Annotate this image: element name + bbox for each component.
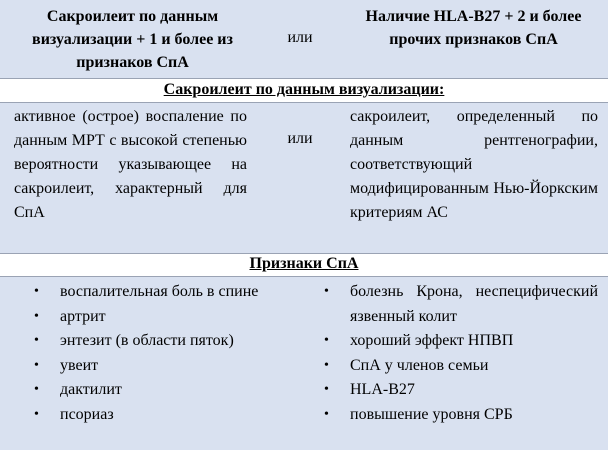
list-item — [34, 403, 294, 428]
sign-label: воспалительная боль в спине — [60, 283, 259, 300]
sign-label: увеит — [60, 356, 99, 374]
bullet-icon: • — [34, 284, 39, 299]
imaging-right-cell: сакроилеит, определенный по данным рентгенографии, соответствующий модифицированным Нью-Йоркским критериям АС — [350, 108, 598, 221]
header-right-cell: Наличие HLA-B27 + 2 и более прочих признаков СпА — [365, 8, 582, 48]
list-item — [324, 280, 598, 329]
list-item — [34, 305, 294, 330]
header-or-label: или — [287, 29, 313, 46]
imaging-section-title: Сакроилеит по данным визуализации: — [163, 81, 445, 98]
sign-label: СпА у членов семьи — [350, 356, 489, 374]
sign-label: артрит — [60, 307, 106, 325]
bullet-icon: • — [34, 382, 39, 397]
signs-section-title: Признаки СпА — [249, 255, 359, 272]
imaging-left-cell: активное (острое) воспаление по данным МРТ с высокой степенью вероятности указывающее на сакроилеит, характерный для СпА — [14, 108, 247, 221]
list-item — [34, 280, 294, 305]
list-item — [34, 378, 294, 403]
list-item — [324, 403, 598, 428]
sign-label: HLA-B27 — [350, 381, 415, 398]
sign-label: хороший эффект НПВП — [350, 332, 514, 349]
bullet-icon: • — [324, 382, 329, 397]
imaging-or-label: или — [287, 130, 313, 147]
list-item — [34, 354, 294, 379]
bullet-icon: • — [34, 308, 39, 324]
bullet-icon: • — [324, 284, 329, 299]
header-left-cell: Сакроилеит по данным визуализации + 1 и более из признаков СпА — [32, 8, 233, 71]
sign-label: энтезит (в области пяток) — [60, 332, 234, 349]
signs-right-list — [324, 280, 598, 427]
bullet-icon: • — [324, 406, 329, 422]
list-item — [34, 329, 294, 354]
sign-label: повышение уровня СРБ — [350, 405, 513, 423]
signs-row — [0, 276, 608, 450]
bullet-icon: • — [324, 333, 329, 348]
sign-label: дактилит — [60, 381, 122, 398]
sign-label: псориаз — [60, 405, 114, 423]
list-item — [324, 378, 598, 403]
bullet-icon: • — [34, 406, 39, 422]
header-row — [0, 0, 608, 79]
signs-left-list — [34, 280, 294, 427]
imaging-row — [0, 102, 608, 254]
list-item — [324, 354, 598, 379]
bullet-icon: • — [34, 333, 39, 348]
bullet-icon: • — [34, 357, 39, 373]
list-item — [324, 329, 598, 354]
sign-label: болезнь Крона, неспецифический язвенный колит — [350, 283, 598, 325]
bullet-icon: • — [324, 357, 329, 373]
